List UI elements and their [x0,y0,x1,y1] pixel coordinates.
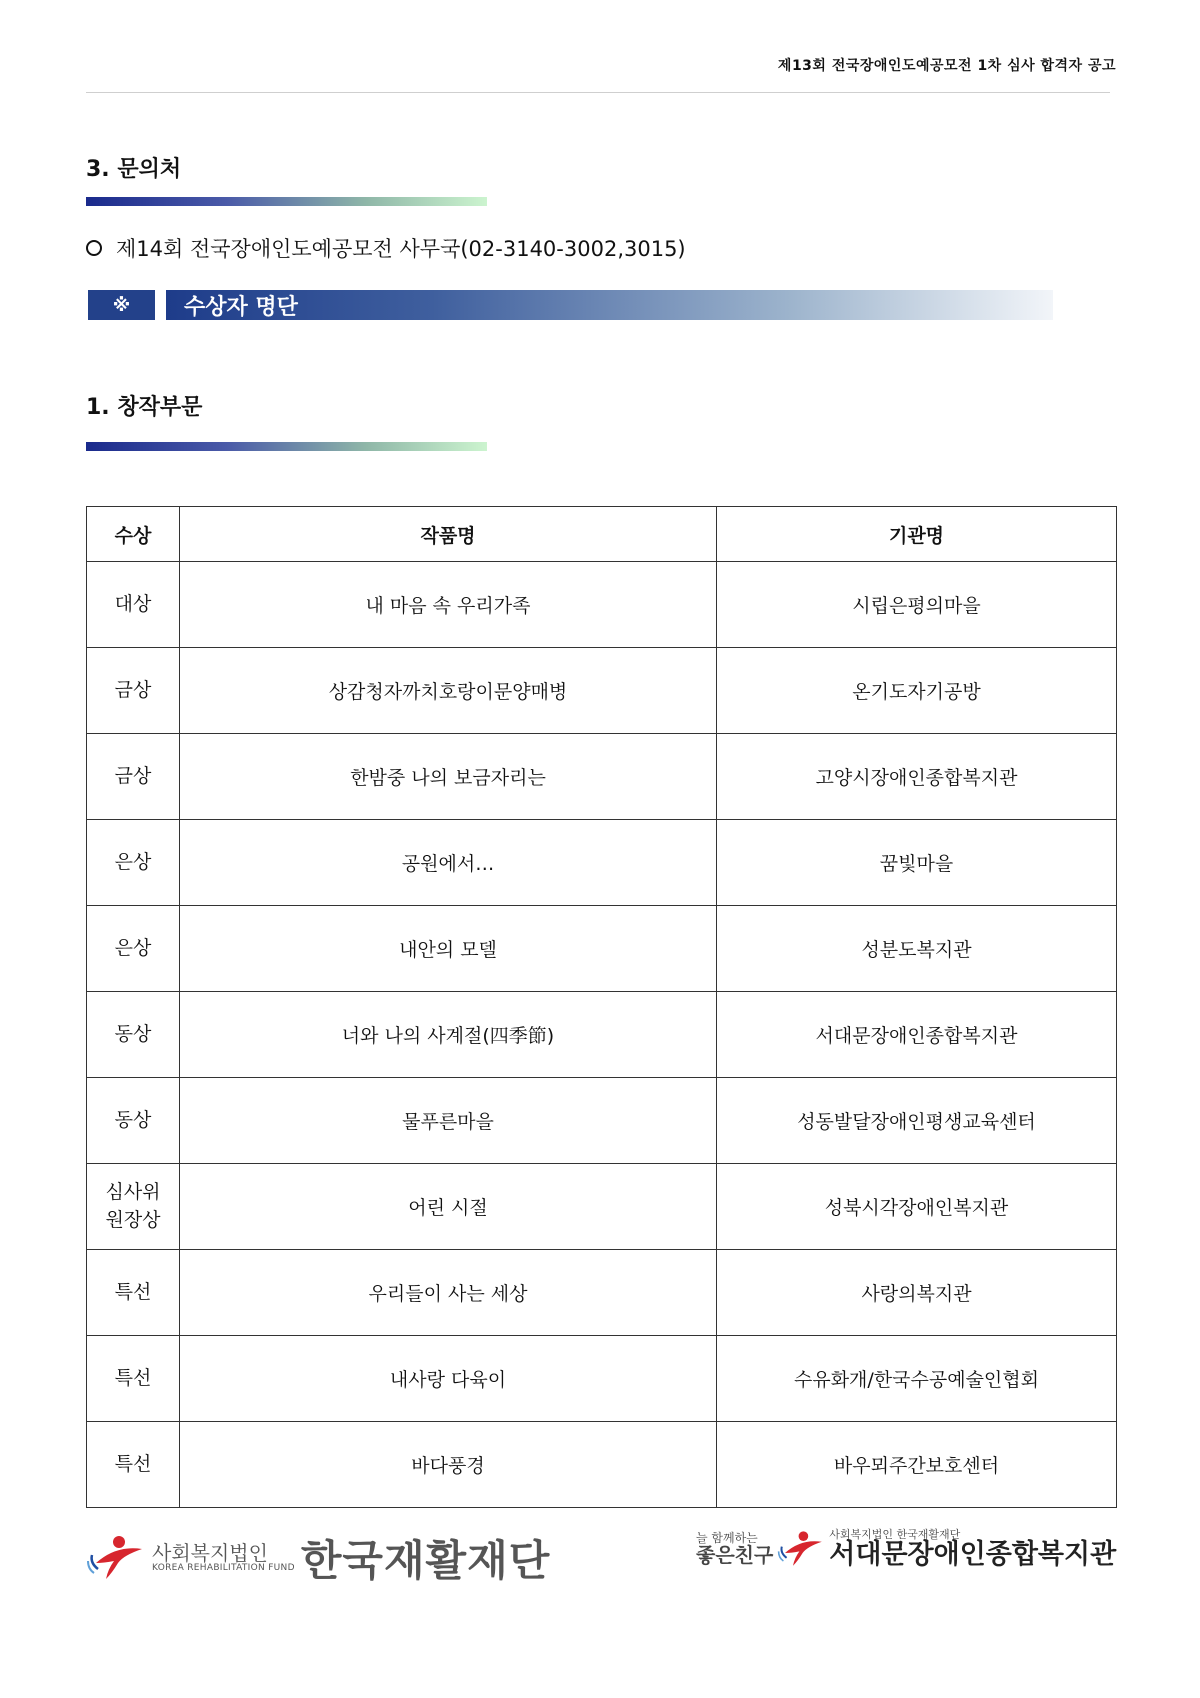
right-logo-slogan-bottom: 좋은친구 [696,1542,774,1567]
table-row [87,648,1117,734]
right-logo-prefix: 사회복지법인 한국재활재단 [829,1528,961,1542]
right-logo-name: 서대문장애인종합복지관 [829,1538,1117,1570]
header-title: 제13회 전국장애인도예공모전 1차 심사 합격자 공고 [777,58,1116,74]
cell-award: 금상 [87,734,180,820]
cell-work: 물푸른마을 [180,1078,717,1164]
cell-work: 상감청자까치호랑이문양매병 [180,648,717,734]
section-contact-title: 3. 문의처 [86,157,182,182]
cell-award: 특선 [87,1250,180,1336]
table-row [87,1078,1117,1164]
cell-award: 동상 [87,1078,180,1164]
section-creation-underline [86,442,487,451]
cell-award: 금상 [87,648,180,734]
table-header-row [87,507,1117,562]
contact-line [86,233,686,263]
left-logo-prefix: 사회복지법인 [152,1541,268,1566]
cell-work: 한밤중 나의 보금자리는 [180,734,717,820]
cell-org: 바우뫼주간보호센터 [717,1422,1117,1508]
cell-work: 내 마음 속 우리가족 [180,562,717,648]
table-row [87,820,1117,906]
seodaemun-welfare-center-logo [696,1528,1116,1570]
cell-award: 동상 [87,992,180,1078]
cell-award: 심사위 원장상 [87,1164,180,1250]
cell-org: 고양시장애인종합복지관 [717,734,1117,820]
awards-table [86,506,1117,1508]
cell-award: 은상 [87,906,180,992]
column-header-org: 기관명 [717,507,1117,562]
cell-org: 온기도자기공방 [717,648,1117,734]
table-row [87,1250,1117,1336]
table-row [87,562,1117,648]
cell-work: 내안의 모델 [180,906,717,992]
person-swirl-icon [777,1528,825,1570]
cell-org: 성분도복지관 [717,906,1117,992]
table-row [87,1164,1117,1250]
column-header-work: 작품명 [180,507,717,562]
cell-org: 서대문장애인종합복지관 [717,992,1117,1078]
cell-work: 공원에서… [180,820,717,906]
banner-title-text: 수상자 명단 [184,294,298,320]
cell-org: 성동발달장애인평생교육센터 [717,1078,1117,1164]
table-row [87,1336,1117,1422]
cell-org: 사랑의복지관 [717,1250,1117,1336]
cell-org: 시립은평의마을 [717,562,1117,648]
section-creation-title: 1. 창작부문 [86,395,203,420]
cell-award: 특선 [87,1336,180,1422]
banner-title [166,290,1053,320]
person-swirl-icon [86,1533,146,1583]
cell-org: 수유화개/한국수공예술인협회 [717,1336,1117,1422]
banner-mark: ※ [88,290,155,320]
cell-org: 꿈빛마을 [717,820,1117,906]
cell-work: 우리들이 사는 세상 [180,1250,717,1336]
cell-work: 어린 시절 [180,1164,717,1250]
table-row [87,906,1117,992]
cell-award: 은상 [87,820,180,906]
cell-work: 내사랑 다육이 [180,1336,717,1422]
cell-work: 너와 나의 사계절(四季節) [180,992,717,1078]
column-header-award: 수상 [87,507,180,562]
left-logo-name: 한국재활재단 [300,1536,551,1585]
contact-text: 제14회 전국장애인도예공모전 사무국(02-3140-3002,3015) [116,237,686,261]
cell-award: 대상 [87,562,180,648]
header-divider [86,92,1110,93]
table-row [87,734,1117,820]
right-logo-slogan-top: 늘 함께하는 [696,1531,758,1546]
circle-bullet-icon [86,240,102,256]
cell-award: 특선 [87,1422,180,1508]
cell-org: 성북시각장애인복지관 [717,1164,1117,1250]
cell-work: 바다풍경 [180,1422,717,1508]
table-row [87,1422,1117,1508]
left-logo-english: KOREA REHABILITATION FUND [152,1563,295,1574]
table-row [87,992,1117,1078]
section-contact-underline [86,197,487,206]
korea-rehabilitation-fund-logo [86,1528,550,1588]
